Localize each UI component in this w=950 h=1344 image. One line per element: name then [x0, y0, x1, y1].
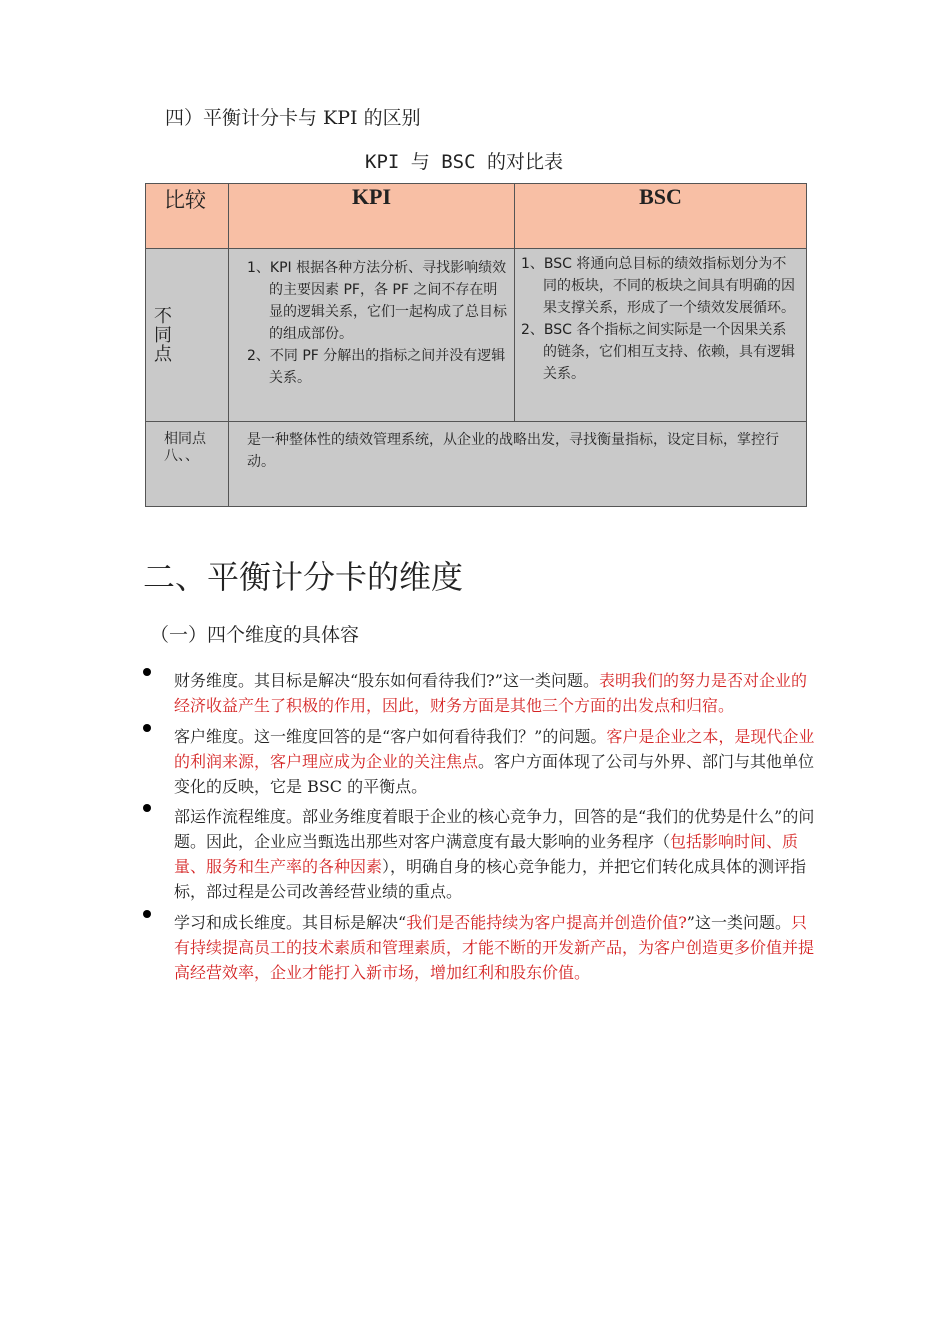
same-text-cell [229, 422, 807, 507]
bullet-item-finance [174, 668, 819, 718]
bullet-text: 客户维度。这一维度回答的是“客户如何看待我们？”的问题。 [174, 727, 607, 746]
bsc-item: 1、BSC 将通向总目标的绩效指标划分为不同的板块，不同的板块之间具有明确的因果支撑关系，形成了一个绩效发展循环。 [521, 256, 795, 316]
bullet-item-learning [174, 910, 819, 985]
diff-label: 不同点 [154, 306, 172, 365]
same-label: 相同点 [164, 431, 206, 447]
kpi-cell [229, 249, 515, 422]
bullet-highlight-2: 只有持续提高员工的技术素质和管理素质，才能不断的开发新产品，为客户创造更多价值并提高经营效率，企业才能打入新市场，增加红利和股东价值。 [174, 913, 815, 982]
same-row [146, 422, 807, 507]
bsc-item: 2、BSC 各个指标之间实际是一个因果关系的链条，它们相互支持、依赖，具有逻辑关系。 [521, 322, 795, 382]
same-label-cell [146, 422, 229, 507]
diff-label-cell [146, 249, 229, 422]
bullet-item-customer [174, 724, 819, 799]
bullet-tail: ），明确自身的核心竞争能力，并把它们转化成具体的测评指标，部过程是公司改善经营业绩的重点。 [174, 857, 807, 901]
table-header-row [146, 184, 807, 249]
header-kpi: KPI [229, 184, 515, 249]
bullet-tail: ”这一类问题。 [686, 913, 791, 932]
bullet-dot [143, 724, 151, 732]
bullet-highlight: 表明我们的努力是否对企业的经济收益产生了积极的作用，因此，财务方面是其他三个方面的出发点和归宿。 [174, 671, 807, 715]
heading-2: 二、平衡计分卡的维度 [143, 558, 464, 596]
header-compare: 比较 [146, 184, 229, 249]
table-title: KPI 与 BSC 的对比表 [365, 151, 563, 173]
bullet-highlight: 包括影响时间、质量、服务和生产率的各种因素 [174, 832, 799, 876]
bullet-highlight: 我们是否能持续为客户提高并创造价值? [406, 913, 687, 932]
kpi-item: 1、KPI 根据各种方法分析、寻找影响绩效的主要因素 PF，各 PF 之间不存在明显的逻辑关系，它们一起构成了总目标的组成部份。 [247, 260, 507, 342]
bsc-cell [515, 249, 807, 422]
bullet-text: 部运作流程维度。部业务维度着眼于企业的核心竞争力，回答的是“我们的优势是什么”的问题。因此，企业应当甄选出那些对客户满意度有最大影响的业务程序（ [174, 807, 815, 851]
bullet-tail: 。客户方面体现了公司与外界、部门与其他单位变化的反映，它是 BSC 的平衡点。 [174, 752, 815, 796]
diff-row [146, 249, 807, 422]
same-label-extra: 八、、 [164, 448, 199, 464]
bullet-dot [143, 804, 151, 812]
bullet-dot [143, 910, 151, 918]
header-bsc: BSC [515, 184, 807, 249]
bullet-item-process [174, 804, 819, 904]
subheading: （一）四个维度的具体容 [150, 624, 360, 646]
bullet-highlight: 客户是企业之本，是现代企业的利润来源，客户理应成为企业的关注焦点 [174, 727, 815, 771]
comparison-table [145, 183, 807, 507]
kpi-item: 2、不同 PF 分解出的指标之间并没有逻辑关系。 [247, 348, 506, 386]
bullet-text: 学习和成长维度。其目标是解决“ [174, 913, 407, 932]
section-heading: 四）平衡计分卡与 KPI 的区别 [165, 107, 421, 129]
same-text: 是一种整体性的绩效管理系统，从企业的战略出发，寻找衡量指标，设定目标，掌控行动。 [247, 432, 779, 470]
bullet-dot [143, 668, 151, 676]
bullet-text: 财务维度。其目标是解决“股东如何看待我们?”这一类问题。 [174, 671, 599, 690]
